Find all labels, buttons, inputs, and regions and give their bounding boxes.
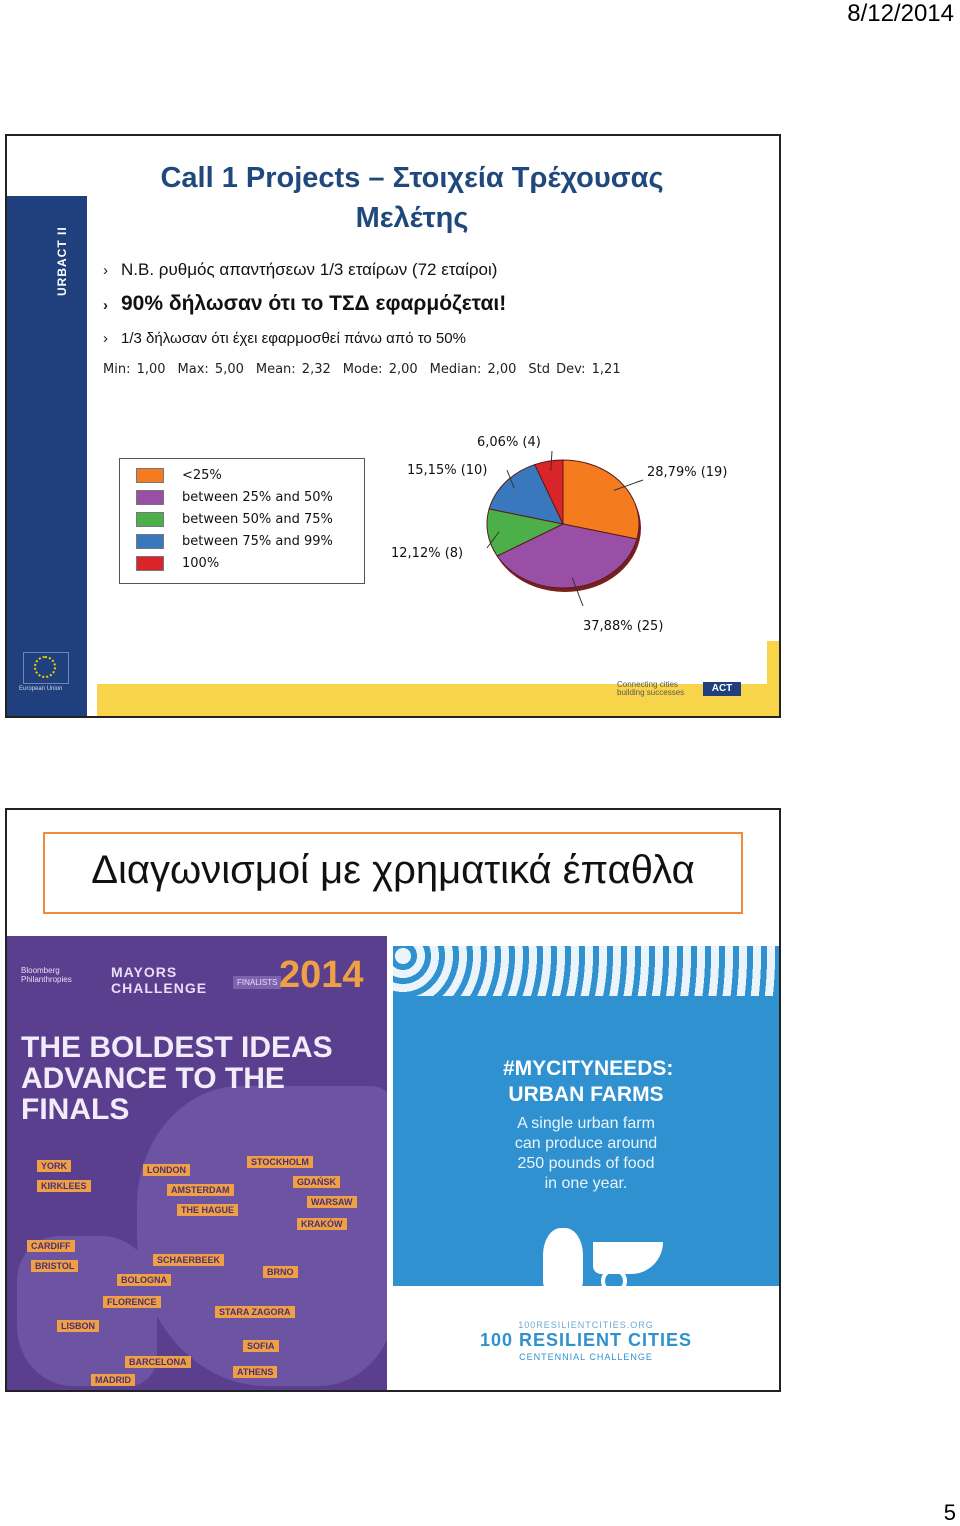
poster-finalists-badge: FINALISTS (233, 976, 281, 989)
poster-headline: THE BOLDEST IDEAS ADVANCE TO THE FINALS (21, 1031, 333, 1126)
city-label: STARA ZAGORA (215, 1306, 295, 1318)
urbact-tagline: Connecting cities building successes (617, 680, 685, 697)
city-label: LISBON (57, 1320, 99, 1332)
stat-mean: Mean: 2,32 (255, 362, 331, 377)
stat-min: Min: 1,00 (103, 362, 166, 377)
slide-title: Διαγωνισμοί με χρηματικά έπαθλα (91, 848, 695, 892)
city-label: SCHAERBEEK (153, 1254, 224, 1266)
footer-challenge: CENTENNIAL CHALLENGE (519, 1352, 653, 1362)
city-label: MADRID (91, 1374, 135, 1386)
pie-data-label: 6,06% (4) (477, 435, 541, 450)
city-label: WARSAW (307, 1196, 357, 1208)
poster-hashtag: #MYCITYNEEDS: URBAN FARMS (503, 1057, 674, 1106)
city-label: LONDON (143, 1164, 190, 1176)
city-label: CARDIFF (27, 1240, 75, 1252)
bullet-one-third: › 1/3 δήλωσαν ότι έχει εφαρμοσθεί πάνω από το 50% (103, 330, 466, 347)
page-number: 5 (943, 1500, 956, 1525)
pie-data-label: 37,88% (25) (583, 619, 664, 634)
legend-label: 100% (182, 555, 220, 571)
city-label: SOFIA (243, 1340, 279, 1352)
stat-std: Std Dev: 1,21 (528, 362, 621, 377)
urban-farms-poster (393, 946, 779, 1326)
farmer-figure-icon (543, 1228, 583, 1288)
city-label: KRAKÓW (297, 1218, 347, 1230)
city-label: BARCELONA (125, 1356, 191, 1368)
resilient-cities-footer (393, 1320, 779, 1390)
legend-label: between 50% and 75% (182, 511, 333, 527)
poster-subtitle: A single urban farm can produce around 250 pounds of food in one year. (514, 1115, 658, 1192)
city-label: BRISTOL (31, 1260, 78, 1272)
city-label: KIRKLEES (37, 1180, 91, 1192)
slide-call1-projects (5, 134, 781, 718)
city-label: BOLOGNA (117, 1274, 171, 1286)
city-label: FLORENCE (103, 1296, 161, 1308)
slide-competitions (5, 808, 781, 1392)
legend-label: between 25% and 50% (182, 489, 333, 505)
leaves-decoration (393, 946, 779, 996)
chevron-right-icon: › (103, 262, 108, 279)
legend-label: between 75% and 99% (182, 533, 333, 549)
city-label: GDAŃSK (293, 1176, 340, 1188)
poster-sponsor: Bloomberg Philanthropies (21, 966, 72, 984)
city-label: YORK (37, 1160, 71, 1172)
city-label: AMSTERDAM (167, 1184, 234, 1196)
bullet-response-rate: › N.B. ρυθμός απαντήσεων 1/3 εταίρων (72 εταίροι) (103, 260, 498, 279)
eu-label: European Union (19, 686, 63, 692)
city-label: STOCKHOLM (247, 1156, 313, 1168)
title-box (43, 832, 743, 914)
stat-mode: Mode: 2,00 (342, 362, 418, 377)
pie-chart (7, 136, 779, 716)
city-label: BRNO (263, 1266, 298, 1278)
chevron-right-icon: › (103, 297, 108, 314)
bullet-ninety-percent: › 90% δήλωσαν ότι το ΤΣΔ εφαρμόζεται! (103, 292, 507, 315)
poster-mayors-title: MAYORS CHALLENGE (111, 964, 208, 996)
urbact-sidebar-label: URBACT II (55, 226, 69, 296)
footer-org: 100 RESILIENT CITIES (479, 1330, 693, 1350)
city-label: ATHENS (233, 1366, 277, 1378)
stat-median: Median: 2,00 (429, 362, 517, 377)
urbact-logo: ACT (703, 682, 741, 696)
chevron-right-icon: › (103, 330, 108, 347)
footer-url: 100RESILIENTCITIES.ORG (518, 1320, 654, 1330)
slide-title: Call 1 Projects – Στοιχεία Τρέχουσας Μελέτης (160, 162, 664, 234)
date-header: 8/12/2014 (847, 0, 954, 27)
city-label: THE HAGUE (177, 1204, 238, 1216)
mayors-challenge-poster (7, 936, 387, 1390)
pie-data-label: 28,79% (19) (647, 465, 728, 480)
wheel-icon (601, 1268, 627, 1294)
poster-year: 2014 (279, 954, 364, 996)
wheelbarrow-icon (593, 1242, 663, 1274)
stat-max: Max: 5,00 (177, 362, 244, 377)
pie-data-label: 15,15% (10) (407, 463, 488, 478)
legend-label: <25% (182, 467, 222, 483)
pie-data-label: 12,12% (8) (391, 546, 464, 561)
